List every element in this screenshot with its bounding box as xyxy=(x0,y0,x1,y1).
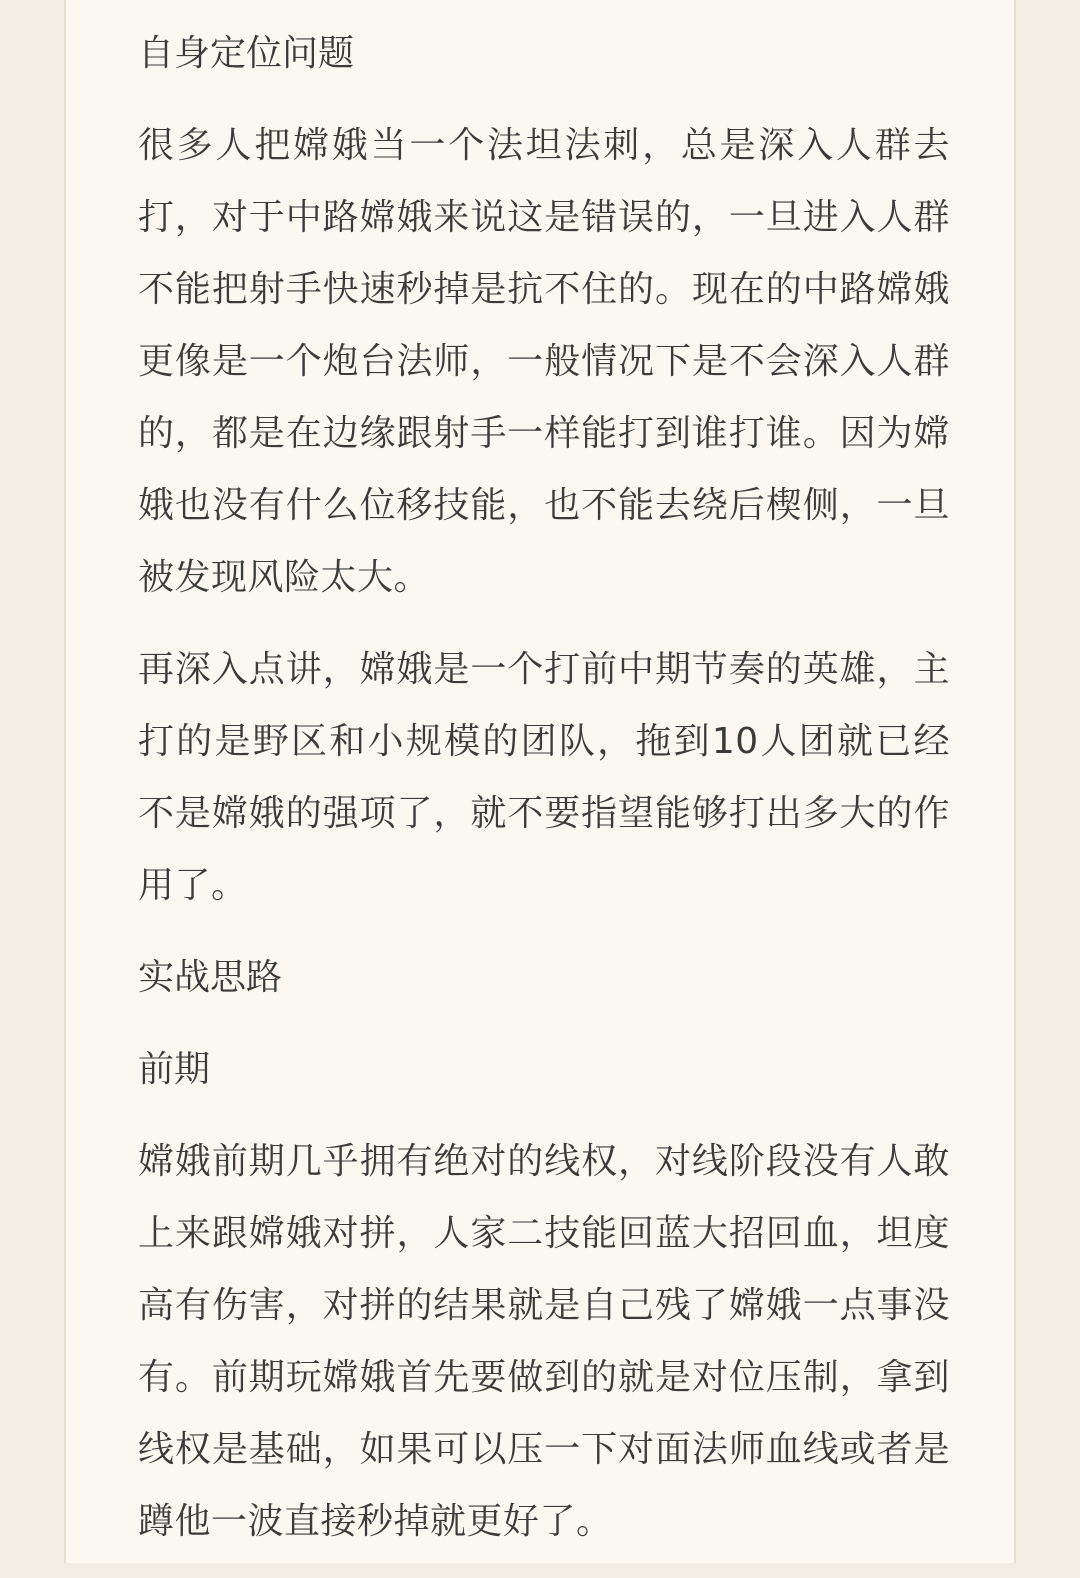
paragraph-positioning: 很多人把嫦娥当一个法坦法刺，总是深入人群去打，对于中路嫦娥来说这是错误的，一旦进入人群不能把射手快速秒掉是抗不住的。现在的中路嫦娥更像是一个炮台法师，一般情况下是不会深入人群的，都是在边缘跟射手一样能打到谁打谁。因为嫦娥也没有什么位移技能，也不能去绕后楔侧，一旦被发现风险太大。 xyxy=(138,125,950,598)
paragraph-rhythm: 再深入点讲，嫦娥是一个打前中期节奏的英雄，主打的是野区和小规模的团队，拖到10人团就已经不是嫦娥的强项了，就不要指望能够打出多大的作用了。 xyxy=(138,649,950,906)
article-page xyxy=(64,0,1016,1563)
section-heading-positioning: 自身定位问题 xyxy=(138,33,355,74)
subsection-heading-early: 前期 xyxy=(138,1049,211,1090)
section-heading-strategy: 实战思路 xyxy=(138,957,283,998)
paragraph-early-game: 嫦娥前期几乎拥有绝对的线权，对线阶段没有人敢上来跟嫦娥对拼，人家二技能回蓝大招回血，坦度高有伤害，对拼的结果就是自己残了嫦娥一点事没有。前期玩嫦娥首先要做到的就是对位压制，拿到线权是基础，如果可以压一下对面法师血线或者是蹲他一波直接秒掉就更好了。 xyxy=(138,1141,950,1542)
article-body xyxy=(138,18,950,1578)
